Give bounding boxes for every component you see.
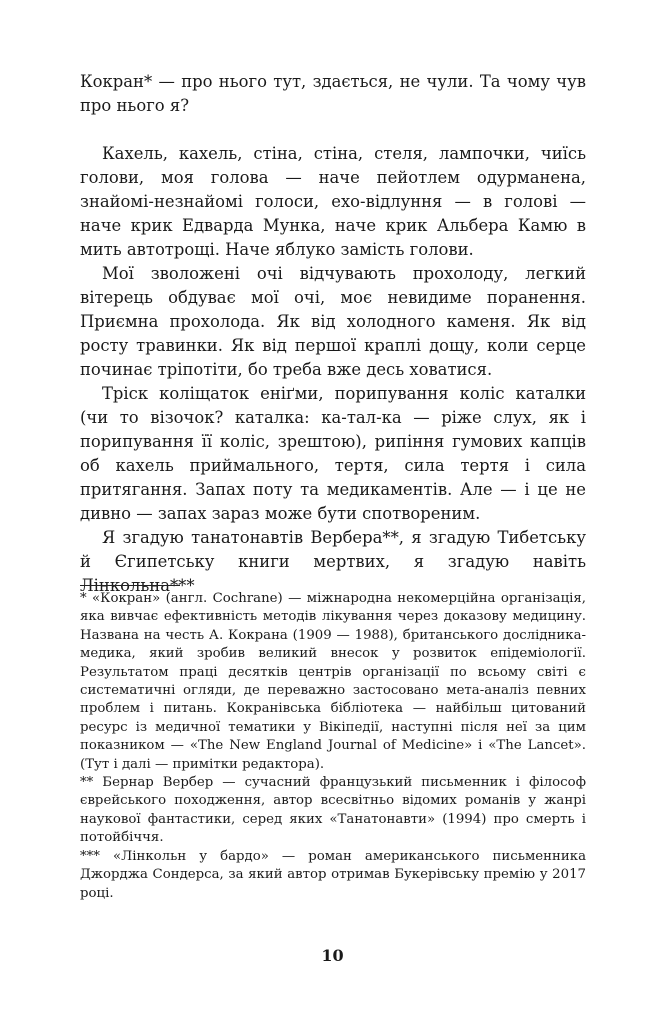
footnote-divider: [80, 585, 180, 586]
paragraph: Кокран* — про нього тут, здається, не чули. Та чому чув про нього я?: [80, 72, 586, 115]
page-number: 10: [321, 946, 344, 965]
footnote: *** «Лінкольн у бардо» — роман американського письменника Джорджа Сондерса, за який автор отримав Букерівську премію у 2017 році.: [80, 848, 586, 901]
paragraph: Я згадую танатонавтів Вербера**, я згадую Тибетську й Єгипетську книги мертвих, я згадую навіть Лінкольна***: [80, 528, 586, 595]
paragraph: Тріск коліщаток еніґми, порипування коліс каталки (чи то візочок? каталка: ка-тал-ка — ріже слух, як і порипування її коліс, зрештою), рипіння гумових капців об кахель приймального, тертя, сила тертя і сила притягання. Запах поту та медикаментів. Але — і це не дивно — запах зараз може бути спотвореним.: [80, 384, 586, 523]
paragraph: Мої зволожені очі відчувають прохолоду, легкий вітерець обдуває мої очі, моє невидиме поранення. Приємна прохолода. Як від холодного каменя. Як від росту травинки. Як від першої краплі дощу, коли серце починає тріпотіти, бо треба вже десь ховатися.: [80, 264, 586, 379]
footnote: * «Кокран» (англ. Cochrane) — міжнародна некомерційна організація, яка вивчає ефективність методів лікування через доказову медицину. Названа на честь А. Кокрана (1909 — 1988), британського дослідника-медика, який зробив великий внесок у розвиток епідеміології. Результатом праці десятків центрів організації по всьому світі є систематичні огляди, де переважно застосовано мета-аналіз певних проблем і питань. Кокранівська бібліотека — найбільш цитований ресурс із медичної тематики у Вікіпедії, наступні після неї за цим показником — «The New England Journal of Medicine» і «The Lancet». (Тут і далі — примітки редактора).: [80, 591, 586, 772]
footnote: ** Бернар Вербер — сучасний французький письменник і філософ єврейського походження, автор всесвітньо відомих романів у жанрі наукової фантастики, серед яких «Танатонавти» (1994) про смерть і потойбіччя.: [80, 775, 586, 846]
paragraph: Кахель, кахель, стіна, стіна, стеля, лампочки, чиїсь голови, моя голова — наче пейотлем одурманена, знайомі-незнайомі голоси, ехо-відлуння — в голові — наче крик Едварда Мунка, наче крик Альбера Камю в мить автотрощі. Наче яблуко замість голови.: [80, 144, 586, 259]
main-text: [80, 142, 586, 598]
footnotes: [80, 590, 586, 903]
text-continuation: [80, 70, 586, 118]
